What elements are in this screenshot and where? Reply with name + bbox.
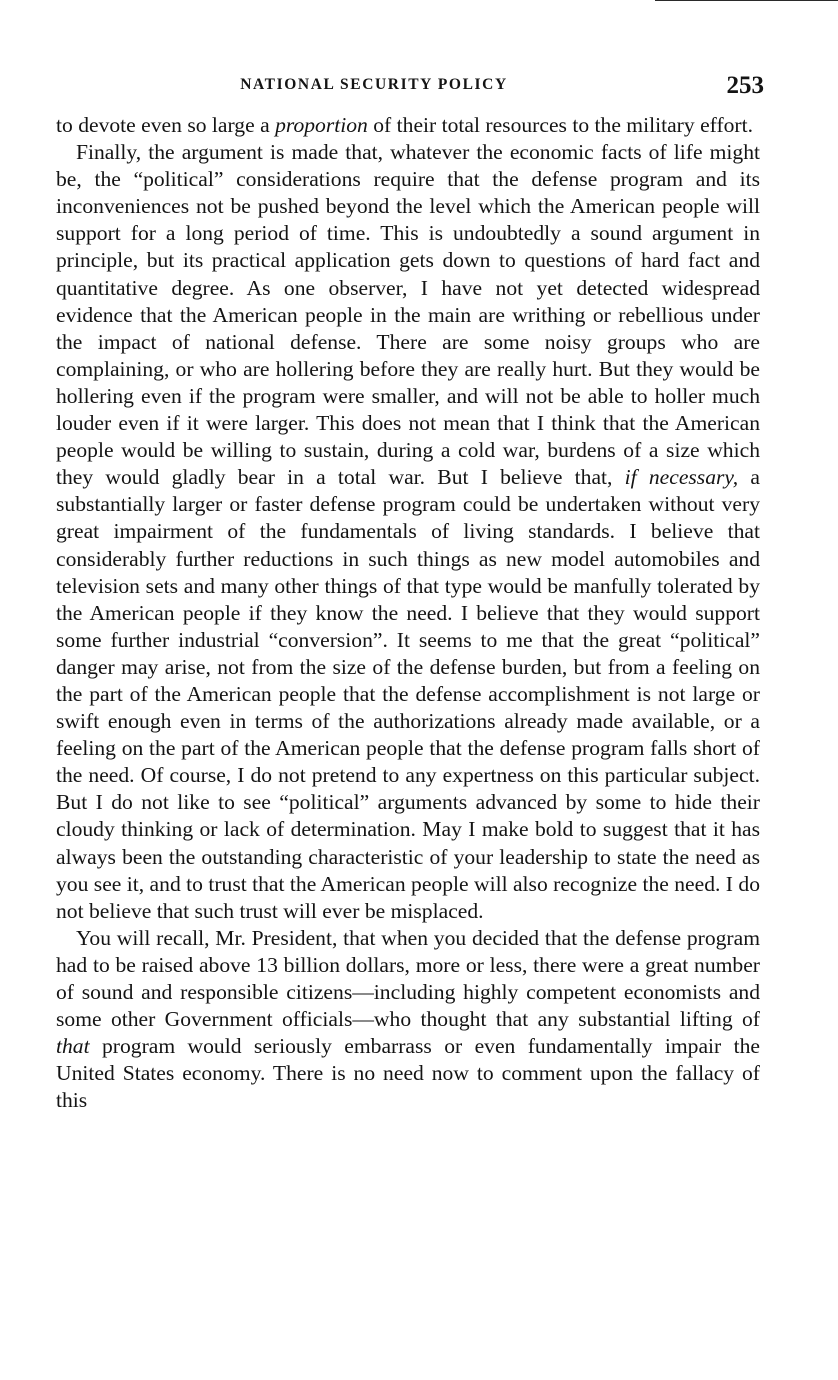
paragraph-defense-program (56, 925, 760, 1115)
text-run: Finally, the argument is made that, whatever the economic facts of life might be, the “political” considerations require that the defense program and its inconveniences not be pushed beyond the level which the American people will support for a long period of time. This is undoubtedly a sound argument in principle, but its practical application gets down to questions of hard fact and quantitative degree. As one observer, I have not yet detected widespread evidence that the American people in the main are writhing or rebellious under the impact of national defense. There are some noisy groups who are complaining, or who are hollering before they are really hurt. But they would be hollering even if the program were smaller, and will not be able to holler much louder even if it were larger. This does not mean that I think that the American people would be willing to sustain, during a cold war, burdens of a size which they would gladly bear in a total war. But I believe that, (56, 140, 760, 490)
italic-text-run: if necessary, (624, 465, 739, 490)
text-run: to devote even so large a (56, 113, 276, 137)
top-edge-rule (655, 0, 838, 1)
italic-text-run: proportion (275, 113, 368, 137)
running-title: NATIONAL SECURITY POLICY (240, 76, 508, 93)
text-run: program would seriously embarrass or even fundamentally impair the United States economy. There is no need now to comment upon the fallacy of this (56, 1034, 760, 1113)
body-text (56, 112, 760, 1114)
italic-text-run: that (56, 1034, 90, 1059)
text-run: of their total resources to the military effort. (367, 113, 754, 137)
running-header (54, 72, 764, 106)
paragraph-political-argument (56, 139, 760, 925)
paragraph-continued (56, 112, 760, 139)
page-number: 253 (726, 72, 764, 99)
text-run: You will recall, Mr. President, that when you decided that the defense program had to be raised above 13 billion dollars, more or less, there were a great number of sound and responsible citizens—including highly competent economists and some other Government officials—who thought that any substantial lifting of (56, 925, 760, 1032)
text-run: a substantially larger or faster defense program could be undertaken without very great impairment of the fundamentals of living standards. I believe that considerably further reductions in such things as new model automobiles and television sets and many other things of that type would be manfully tolerated by the American people if they know the need. I believe that they would support some further industrial “conversion”. It seems to me that the great “political” danger may arise, not from the size of the defense burden, but from a feeling on the part of the American people that the defense accomplishment is not large or swift enough even in terms of the authorizations already made available, or a feeling on the part of the American people that the defense program falls short of the need. Of course, I do not pretend to any expertness on this particular subject. But I do not like to see “political” arguments advanced by some to hide their cloudy thinking or lack of determination. May I make bold to suggest that it has always been the outstanding characteristic of your leadership to state the need as you see it, and to trust that the American people will also recognize the need. I do not believe that such trust will ever be misplaced. (56, 465, 760, 923)
